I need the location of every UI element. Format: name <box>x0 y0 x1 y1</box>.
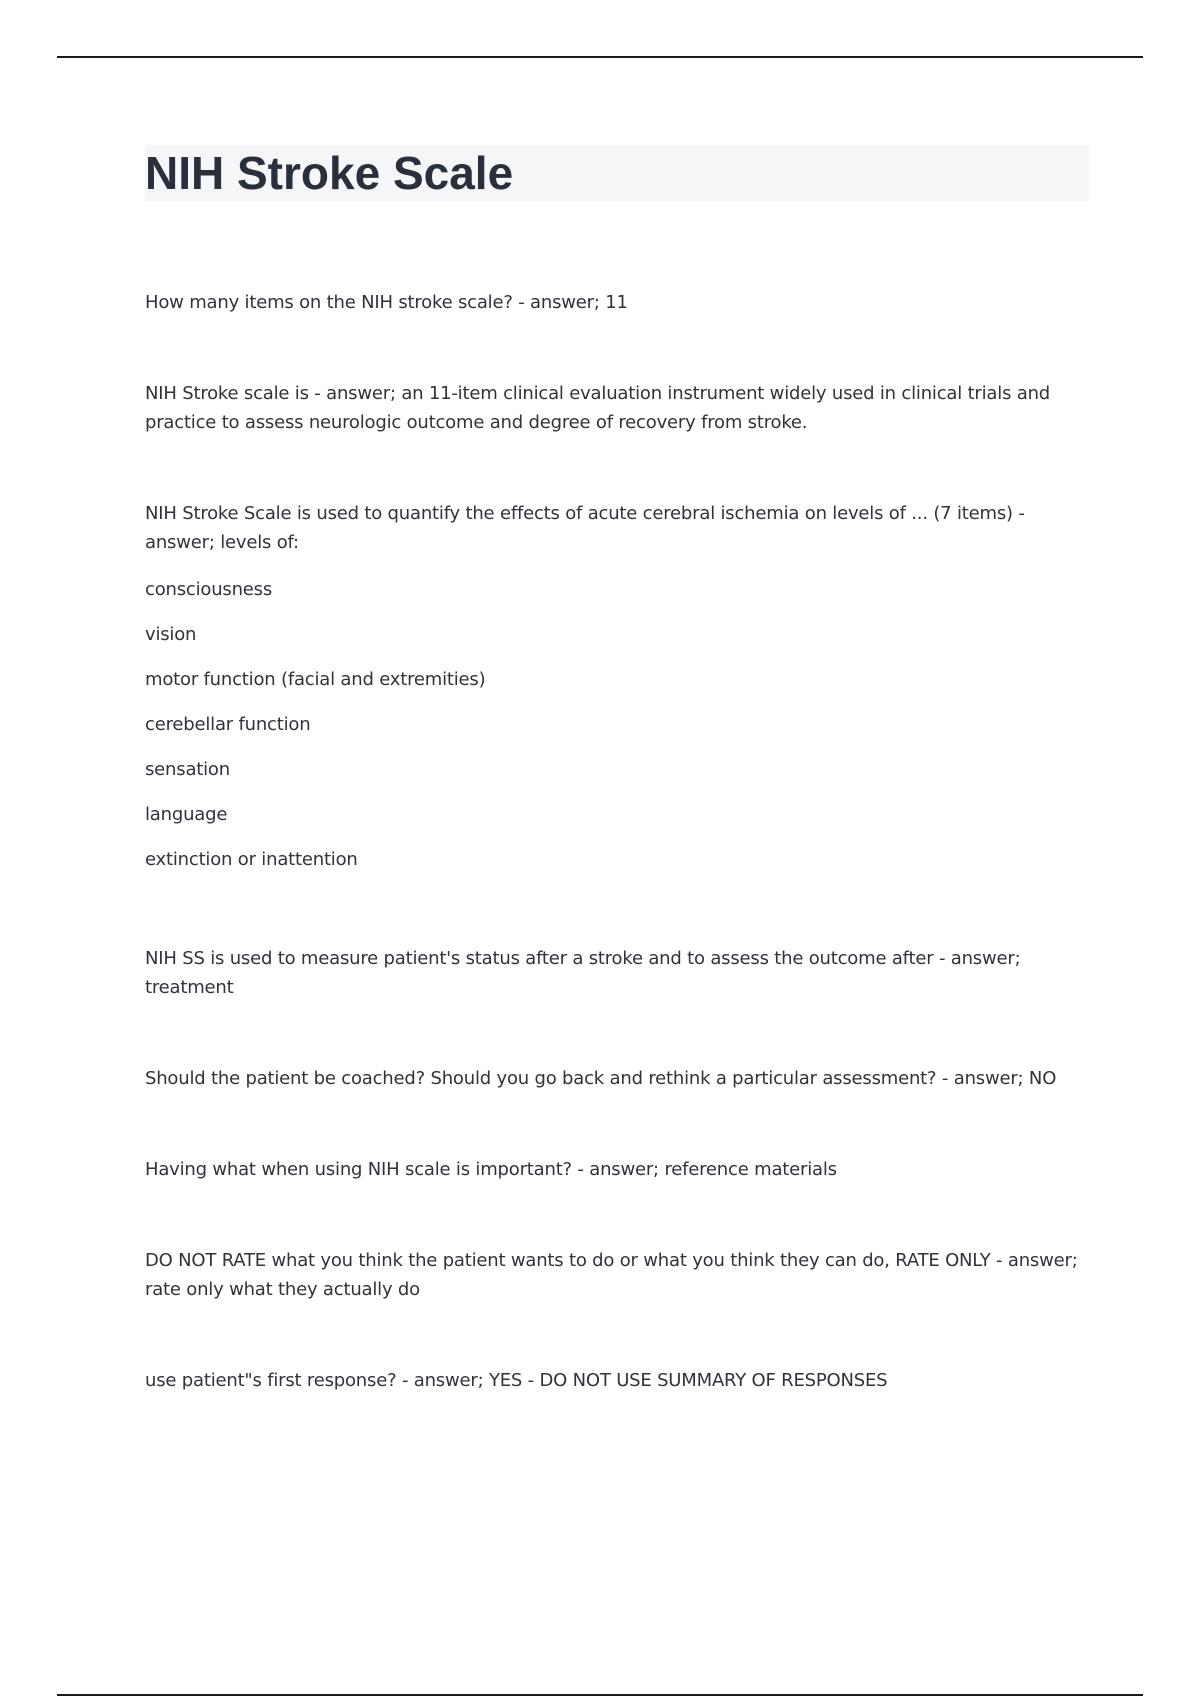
levels-list <box>145 567 1085 882</box>
qa-text: NIH SS is used to measure patient's status after a stroke and to assess the outcome after - answer; treatment <box>145 948 1021 998</box>
document-body <box>145 288 1085 1395</box>
qa-entry <box>145 1246 1085 1304</box>
qa-entry <box>145 1064 1085 1093</box>
list-item: motor function (facial and extremities) <box>145 669 486 690</box>
qa-text: NIH Stroke scale is - answer; an 11-item clinical evaluation instrument widely used in clinical trials and practice to assess neurologic outcome and degree of recovery from stroke. <box>145 383 1051 433</box>
qa-text: How many items on the NIH stroke scale? - answer; 11 <box>145 292 628 313</box>
top-divider <box>57 56 1143 58</box>
title-banner <box>145 145 1089 201</box>
list-item: cerebellar function <box>145 714 311 735</box>
qa-text: DO NOT RATE what you think the patient wants to do or what you think they can do, RATE ONLY - answer; rate only what they actually do <box>145 1250 1078 1300</box>
bottom-divider <box>57 1694 1143 1696</box>
qa-entry <box>145 288 1085 317</box>
qa-text: Should the patient be coached? Should you go back and rethink a particular assessment? - answer; NO <box>145 1068 1057 1089</box>
qa-entry <box>145 1155 1085 1184</box>
qa-entry <box>145 499 1085 882</box>
qa-text: use patient"s first response? - answer; YES - DO NOT USE SUMMARY OF RESPONSES <box>145 1370 888 1391</box>
list-item: extinction or inattention <box>145 849 358 870</box>
qa-entry <box>145 1366 1085 1395</box>
qa-text: Having what when using NIH scale is important? - answer; reference materials <box>145 1159 837 1180</box>
qa-entry <box>145 944 1085 1002</box>
qa-text: NIH Stroke Scale is used to quantify the effects of acute cerebral ischemia on levels of ... (7 items) - answer; levels of: <box>145 503 1025 553</box>
page-title: NIH Stroke Scale <box>145 147 514 199</box>
qa-entry <box>145 379 1085 437</box>
list-item: consciousness <box>145 579 273 600</box>
list-item: language <box>145 804 228 825</box>
list-item: vision <box>145 624 197 645</box>
list-item: sensation <box>145 759 230 780</box>
